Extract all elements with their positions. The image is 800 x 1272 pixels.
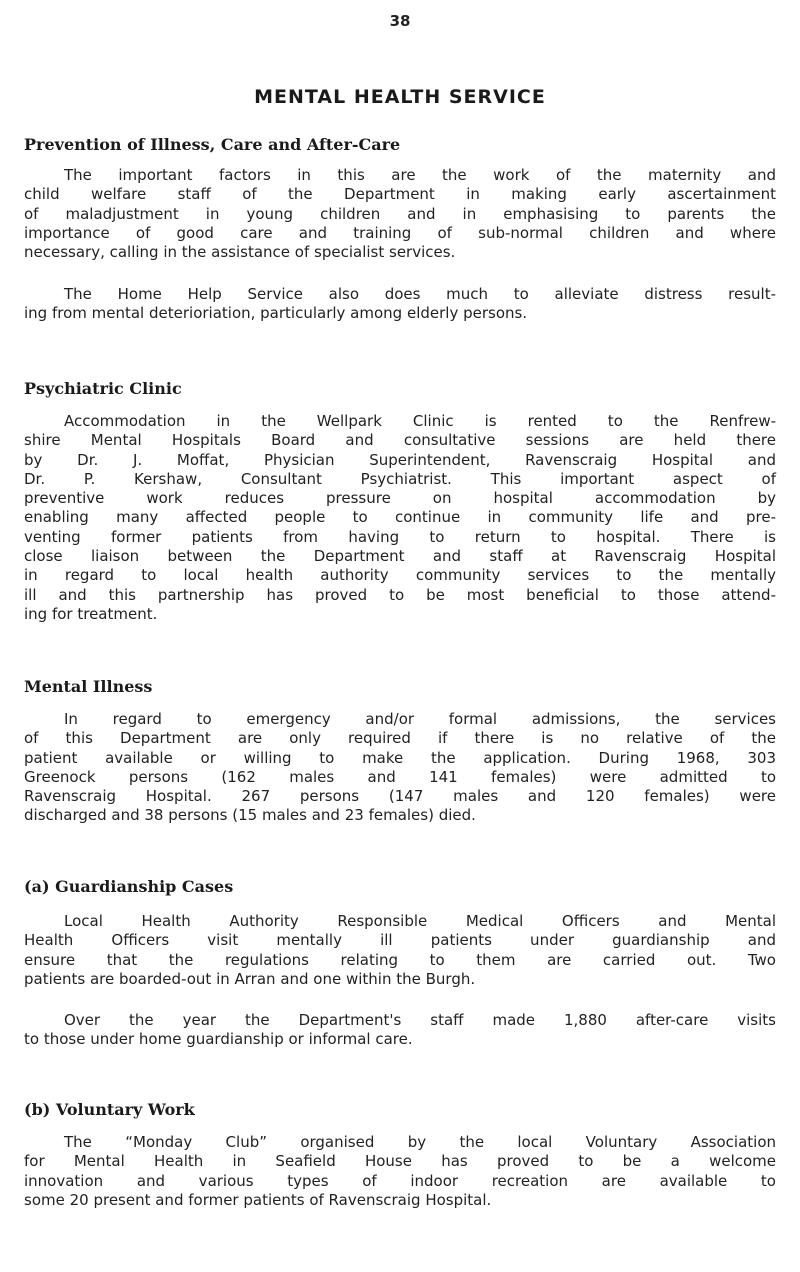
text-line: ing from mental deterioriation, particularly among elderly persons. <box>24 304 528 323</box>
paragraph-mental-illness <box>24 710 776 826</box>
text-line: by Dr. J. Moffat, Physician Superintendent, Ravenscraig Hospital and <box>24 450 776 469</box>
text-line: Ravenscraig Hospital. 267 persons (147 males and 120 females) were <box>24 787 776 806</box>
paragraph-psychiatric-clinic <box>24 412 776 624</box>
text-line: Greenock persons (162 males and 141 females) were admitted to <box>24 767 776 786</box>
section-heading-psychiatric-clinic: Psychiatric Clinic <box>24 379 182 398</box>
text-line: Dr. P. Kershaw, Consultant Psychiatrist. This important aspect of <box>24 469 776 488</box>
text-line: ing for treatment. <box>24 604 158 623</box>
section-heading-voluntary-work: (b) Voluntary Work <box>24 1100 195 1119</box>
paragraph-guardianship-1 <box>24 912 776 989</box>
text-line: close liaison between the Department and staff at Ravenscraig Hospital <box>24 547 776 566</box>
text-line: shire Mental Hospitals Board and consultative sessions are held there <box>24 431 776 450</box>
text-line: patient available or willing to make the application. During 1968, 303 <box>24 748 776 767</box>
text-line: ill and this partnership has proved to be most beneficial to those attend- <box>24 585 776 604</box>
paragraph-voluntary-work <box>24 1133 776 1210</box>
text-line: Local Health Authority Responsible Medical Officers and Mental <box>64 912 776 930</box>
paragraph-prevention-2 <box>24 285 776 324</box>
paragraph-prevention-1 <box>24 166 776 262</box>
text-line: for Mental Health in Seafield House has proved to be a welcome <box>24 1152 776 1171</box>
text-line: enabling many affected people to continue in community life and pre- <box>24 508 776 527</box>
text-line: Accommodation in the Wellpark Clinic is rented to the Renfrew- <box>64 412 776 430</box>
text-line: of maladjustment in young children and in emphasising to parents the <box>24 204 776 223</box>
text-line: venting former patients from having to return to hospital. There is <box>24 527 776 546</box>
text-line: to those under home guardianship or informal care. <box>24 1030 413 1049</box>
text-line: The Home Help Service also does much to alleviate distress result- <box>64 285 776 303</box>
text-line: ensure that the regulations relating to them are carried out. Two <box>24 950 776 969</box>
section-heading-guardianship: (a) Guardianship Cases <box>24 877 234 896</box>
text-line: patients are boarded-out in Arran and one within the Burgh. <box>24 969 476 988</box>
text-line: discharged and 38 persons (15 males and 23 females) died. <box>24 806 476 825</box>
page-title: MENTAL HEALTH SERVICE <box>254 86 546 108</box>
text-line: necessary, calling in the assistance of specialist services. <box>24 243 456 262</box>
text-line: child welfare staff of the Department in making early ascertainment <box>24 185 776 204</box>
text-line: The “Monday Club” organised by the local Voluntary Association <box>64 1133 776 1151</box>
section-heading-prevention: Prevention of Illness, Care and After-Care <box>24 135 401 154</box>
text-line: of this Department are only required if there is no relative of the <box>24 729 776 748</box>
paragraph-guardianship-2 <box>24 1011 776 1050</box>
text-line: some 20 present and former patients of Ravenscraig Hospital. <box>24 1190 492 1209</box>
text-line: importance of good care and training of sub-normal children and where <box>24 223 776 242</box>
section-heading-mental-illness: Mental Illness <box>24 677 153 696</box>
text-line: preventive work reduces pressure on hospital accommodation by <box>24 489 776 508</box>
text-line: in regard to local health authority community services to the mentally <box>24 566 776 585</box>
text-line: Health Officers visit mentally ill patients under guardianship and <box>24 931 776 950</box>
text-line: In regard to emergency and/or formal admissions, the services <box>64 710 776 728</box>
text-line: innovation and various types of indoor recreation are available to <box>24 1171 776 1190</box>
page-number: 38 <box>389 12 411 30</box>
text-line: The important factors in this are the work of the maternity and <box>64 166 776 184</box>
text-line: Over the year the Department's staff made 1,880 after-care visits <box>64 1011 776 1029</box>
